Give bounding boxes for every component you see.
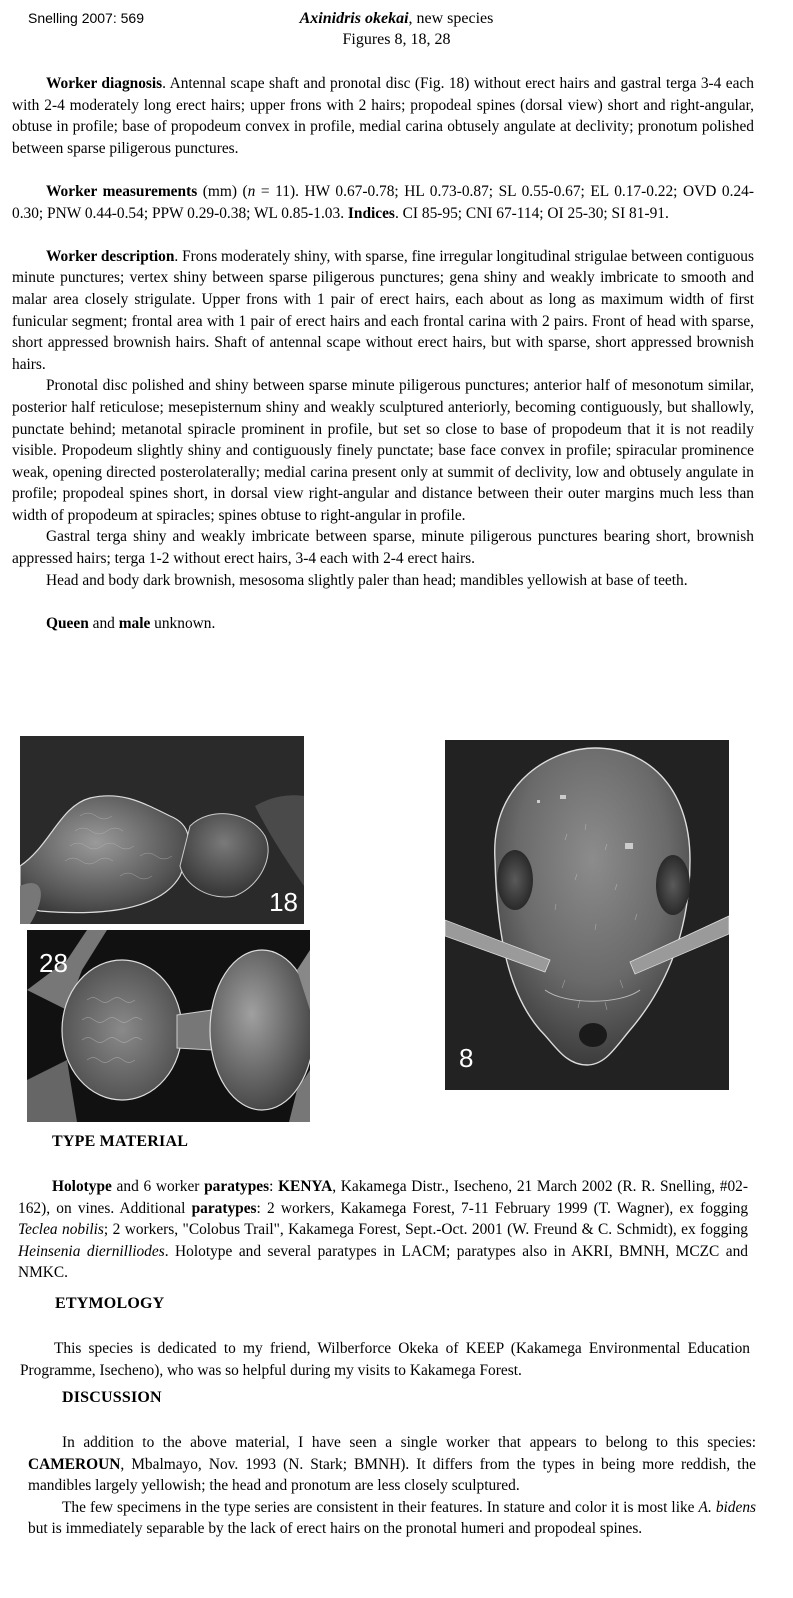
species-status: , new species	[408, 10, 494, 27]
page-citation: Snelling 2007: 569	[28, 10, 144, 26]
figure-18-label: 18	[269, 887, 298, 917]
figure-28-dorsal-view	[27, 930, 310, 1122]
type-material-text: Holotype and 6 worker paratypes: KENYA, Kakamega Distr., Isecheno, 21 March 2002 (R. R. Snelling, #02-162), on vines. Additional paratypes: 2 workers, Kakamega Forest, 7-11 February 1999 (T. Wagner), ex fogging Teclea nobilis; 2 workers, "Colobus Trail", Kakamega Forest, Sept.-Oct. 2001 (W. Freund & C. Schmidt), ex fogging Heinsenia diernilliodes. Holotype and several paratypes in LACM; paratypes also in AKRI, BMNH, MCZC and NMKC.	[18, 1178, 749, 1282]
worker-diagnosis: Worker diagnosis. Antennal scape shaft and pronotal disc (Fig. 18) without erect hairs and gastral terga 3-4 each with 2-4 moderately long erect hairs; upper frons with 2 hairs; propodeal spines (dorsal view) short and right-angular, obtuse in profile; base of propodeum convex in profile, medial carina obtusely angulate at declivity; pronotum polished between sparse piligerous punctures.	[12, 75, 754, 157]
diagnosis-label: Worker diagnosis	[46, 75, 163, 92]
figure-8-head-full-face	[445, 740, 729, 1090]
measurements-label: Worker measurements	[46, 182, 198, 200]
type-material-heading: TYPE MATERIAL	[52, 1133, 189, 1150]
worker-text-block	[12, 73, 754, 634]
figure-18-mesosoma-profile	[20, 736, 304, 924]
description-color: Head and body dark brownish, mesosoma slightly paler than head; mandibles yellowish at base of teeth.	[46, 571, 688, 589]
etymology-text: This species is dedicated to my friend, Wilberforce Okeka of KEEP (Kakamega Environmental Education Programme, Isecheno), who was so helpful during my visits to Kakamega Forest.	[20, 1340, 750, 1379]
figure-references: Figures 8, 18, 28	[342, 31, 451, 48]
description-gaster: Gastral terga shiny and weakly imbricate between sparse, minute piligerous punctures bearing short, brownish appressed hairs; terga 1-2 without erect hairs, 3-4 each with 2-4 erect hairs.	[12, 528, 754, 568]
discussion-heading: DISCUSSION	[62, 1389, 162, 1406]
figure-18-image	[20, 736, 304, 924]
discussion-para-1: In addition to the above material, I have seen a single worker that appears to belong to this species: CAMEROUN, Mbalmayo, Nov. 1993 (N. Stark; BMNH). It differs from the types in being more reddish, the mandibles largely yellowish; the head and pronotum are less closely sculptured.	[28, 1434, 756, 1495]
queen-male-note: Queen and male unknown.	[46, 614, 216, 632]
description-label: Worker description	[46, 247, 175, 265]
etymology-heading: ETYMOLOGY	[55, 1295, 165, 1312]
worker-measurements: Worker measurements (mm) (n = 11). HW 0.67-0.78; HL 0.73-0.87; SL 0.55-0.67; EL 0.17-0.22; OVD 0.24-0.30; PNW 0.44-0.54; PPW 0.29-0.38; WL 0.85-1.03. Indices. CI 85-95; CNI 67-114; OI 25-30; SI 81-91.	[12, 182, 754, 222]
species-title	[0, 8, 793, 50]
figure-28-label: 28	[39, 948, 68, 978]
worker-description: Worker description. Frons moderately shiny, with sparse, fine irregular longitudinal strigulae between contiguous minute punctures; vertex shiny between sparse piligerous punctures; gena shiny and weakly imbricate to smooth and malar area closely strigulate. Upper frons with 1 pair of erect hairs, each about as long as maximum width of first funicular segment; frontal area with 1 pair of erect hairs and each frontal carina with 2 pairs. Front of head with sparse, short appressed brownish hairs. Shaft of antennal scape without erect hairs, but with sparse, short appressed brownish hairs.	[12, 247, 754, 373]
indices-label: Indices	[347, 204, 395, 222]
discussion-text	[28, 1432, 756, 1540]
species-name: Axinidris okekai	[299, 10, 409, 27]
description-mesosoma: Pronotal disc polished and shiny between sparse minute piligerous punctures; anterior half of mesonotum similar, posterior half reticulose; mesepisternum shiny and weakly sculptured anteriorly, becoming contiguously, but shallowly, punctate behind; metanotal spiracle prominent in profile, but set so close to base of propodeum that it is not readily visible. Propodeum slightly shiny and contiguously finely punctate; base face convex in profile; spiracular prominence weak, opening directed posterolaterally; medial carina present only at summit of declivity, low and obtusely angulate in profile; propodeal spines short, in dorsal view right-angular and distance between their outer margins much less than width of propodeum at spiracles; spines obtuse to right-angular in profile.	[12, 377, 754, 524]
figure-28-image	[27, 930, 310, 1122]
discussion-para-2: The few specimens in the type series are consistent in their features. In stature and color it is most like A. bidens but is immediately separable by the lack of erect hairs on the pronotal humeri and propodeal spines.	[28, 1498, 757, 1538]
figure-8-image	[445, 740, 729, 1090]
figure-8-label: 8	[459, 1043, 474, 1073]
